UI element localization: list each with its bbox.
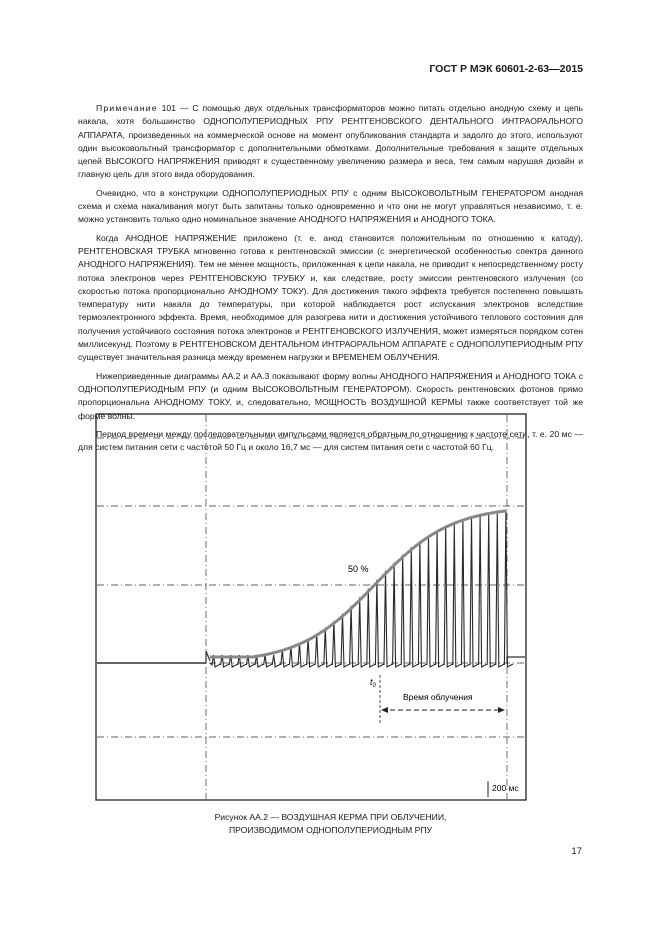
arrow-head-right bbox=[498, 707, 505, 713]
caption-line-1: Рисунок АА.2 — ВОЗДУШНАЯ КЕРМА ПРИ ОБЛУЧЕНИИ, bbox=[214, 812, 447, 822]
label-t0: $t_0$ bbox=[370, 677, 376, 689]
label-50-percent: 50 % bbox=[348, 564, 369, 574]
arrow-head-left bbox=[381, 707, 388, 713]
body-text bbox=[78, 102, 583, 459]
oscillogram-figure bbox=[95, 413, 527, 801]
grid bbox=[97, 415, 525, 799]
note-paragraph bbox=[78, 102, 583, 182]
waveform bbox=[97, 511, 525, 668]
baseline-trace bbox=[507, 657, 525, 663]
pulse-train bbox=[210, 511, 513, 668]
figure-caption bbox=[0, 811, 661, 836]
paragraph: Очевидно, что в конструкции ОДНОПОЛУПЕРИОДНЫХ РПУ с одним ВЫСОКОВОЛЬТНЫМ ГЕНЕРАТОРОМ анодная схема и схема накаливания могут быть запитаны только одновременно и что они не могут управляться независимо, т. е. можно установить только одно номинальное значение АНОДНОГО НАПРЯЖЕНИЯ и АНОДНОГО ТОКА. bbox=[78, 187, 583, 225]
label-scale: 200 мс bbox=[492, 783, 519, 793]
paragraph: Нижеприведенные диаграммы АА.2 и АА.3 показывают форму волны АНОДНОГО НАПРЯЖЕНИЯ и АНОДНОГО ТОКА с ОДНОПОЛУПЕРИОДНЫМ РПУ (и одним ВЫСОКОВОЛЬТНЫМ ГЕНЕРАТОРОМ). Скорость рентгеновских фотонов прямо пропорциональна АНОДНОМУ ТОКУ, и, следовательно, МОЩНОСТЬ ВОЗДУШНОЙ КЕРМЫ также соответствует той же форме волны. bbox=[78, 370, 583, 421]
page-number: 17 bbox=[571, 846, 582, 857]
standard-header: ГОСТ Р МЭК 60601-2-63—2015 bbox=[429, 63, 583, 75]
note-text: 101 — С помощью двух отдельных трансформаторов можно питать отдельно анодную схему и цепь накала, хотя большинство ОДНОПОЛУПЕРИОДНЫХ РПУ РЕНТГЕНОВСКОГО ДЕНТАЛЬНОГО ИНТРАОРАЛЬНОГО АППАРАТА, произведенных на коммерческой основе на момент опубликования стандарта и задолго до этого, используют один высоковольтный трансформатор с дополнительными обмотками. Дополнительные требования к защите отдельных цепей ВЫСОКОГО НАПРЯЖЕНИЯ приводят к существенному увеличению размера и веса, тем самым нарушая дизайн и главную цель для этого вида оборудования. bbox=[78, 103, 583, 180]
label-exposure-time: Время облучения bbox=[403, 692, 473, 702]
paragraph: Период времени между последовательными импульсами является обратным по отношению к частоте сети, т. е. 20 мс — для систем питания сети с частотой 50 Гц и около 16,7 мс — для систем питания сети с частотой 60 Гц. bbox=[78, 428, 583, 453]
note-label: Примечание bbox=[96, 103, 158, 113]
paragraph: Когда АНОДНОЕ НАПРЯЖЕНИЕ приложено (т. е. анод становится положительным по отношению к катоду), РЕНТГЕНОВСКАЯ ТРУБКА мгновенно готова к рентгеновской эмиссии (с энергетической особенностью спектра данного АНОДНОГО НАПРЯЖЕНИЯ). Тем не менее мощность, приложенная к цепи накала, не приводит к непосредственному росту потока электронов через РЕНТГЕНОВСКУЮ ТРУБКУ и, как следствие, росту эмиссии рентгеновского излучения (со скоростью потока пропорционально АНОДНОМУ ТОКУ). Для достижения такого эффекта требуется постепенно повышать температуру нити накала до температуры, при которой наблюдается рост испускания электронов вследствие термоэлектронного эффекта. Время, необходимое для разогрева нити и достижения устойчивого теплового состояния для получения устойчивого состояния потока электронов и РЕНТГЕНОВСКОГО ИЗЛУЧЕНИЯ, может измеряться порядком сотен миллисекунд. Поэтому в РЕНТГЕНОВСКОМ ДЕНТАЛЬНОМ ИНТРАОРАЛЬНОМ АППАРАТЕ с ОДНОПОЛУПЕРИОДНЫМ РПУ существует значительная разница между временем нагрузки и ВРЕМЕНЕМ ОБЛУЧЕНИЯ. bbox=[78, 232, 583, 363]
start-edge bbox=[206, 651, 210, 663]
caption-line-2: ПРОИЗВОДИМОМ ОДНОПОЛУПЕРИОДНЫМ РПУ bbox=[228, 824, 433, 835]
